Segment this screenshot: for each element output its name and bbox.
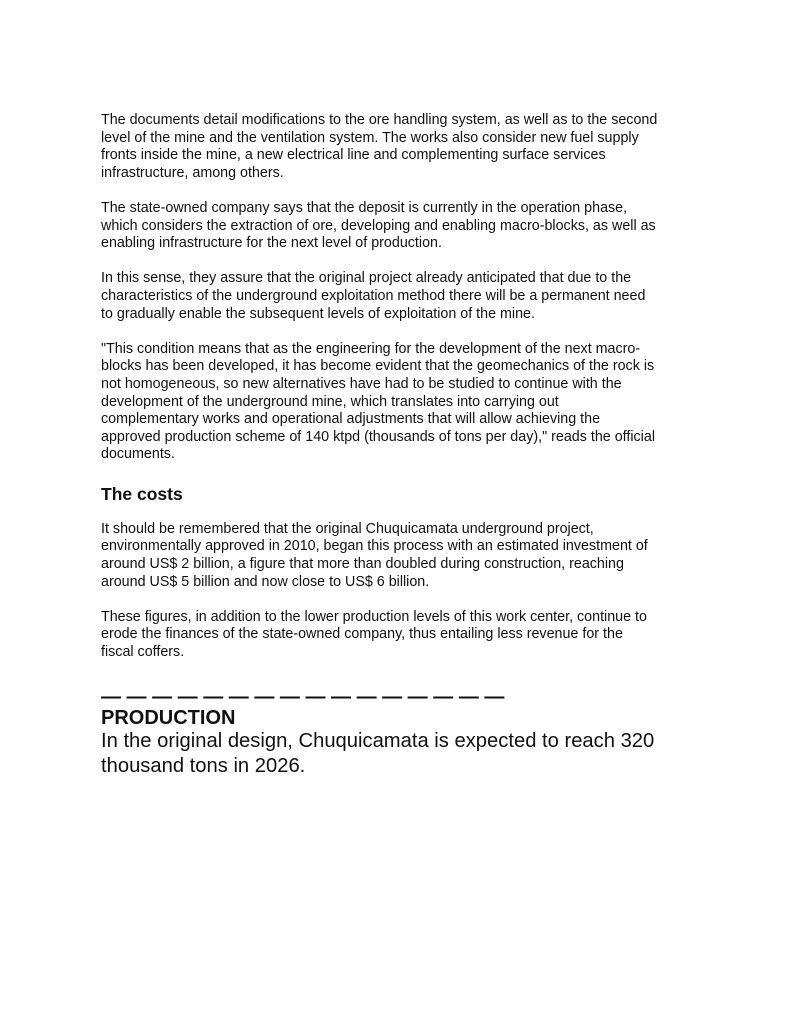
paragraph-ore-handling: The documents detail modifications to the ore handling system, as well as to the second level of the mine and the ventilation system. The works also consider new fuel supply fronts inside the mine, a new electrical line and complementing surface services infrastructure, among others.	[101, 112, 658, 181]
costs-heading: The costs	[101, 483, 183, 504]
paragraph-original-project: In this sense, they assure that the original project already anticipated that due to the characteristics of the underground exploitation method there will be a permanent need to gradually enable the subsequent levels of exploitation of the mine.	[101, 270, 646, 322]
paragraph-condition-quote: "This condition means that as the engineering for the development of the next macro- blocks has been developed, it has become evident that the geomechanics of the rock is not homogeneous, so new alternatives have had to be studied to continue with the development of the underground mine, which translates into carrying out complementary works and operational adjustments that will allow achieving the approved production scheme of 140 ktpd (thousands of tons per day)," reads the official documents.	[101, 340, 655, 463]
document-page	[101, 112, 701, 779]
paragraph-investment: It should be remembered that the original Chuquicamata underground project, environmentally approved in 2010, began this process with an estimated investment of around US$ 2 billion, a figure that more than doubled during construction, reaching around US$ 5 billion and now close to US$ 6 billion.	[101, 520, 648, 590]
paragraph-finances: These figures, in addition to the lower production levels of this work center, continue to erode the finances of the state-owned company, thus entailing less revenue for the fiscal coffers.	[101, 608, 647, 661]
production-heading: PRODUCTION	[101, 706, 236, 729]
dashed-divider: — — — — — — — — — — — — — — — —	[101, 685, 505, 708]
production-text: In the original design, Chuquicamata is expected to reach 320 thousand tons in 2026.	[101, 729, 655, 777]
paragraph-operation-phase: The state-owned company says that the deposit is currently in the operation phase, which considers the extraction of ore, developing and enabling macro-blocks, as well as enabling infrastructure for the next level of production.	[101, 199, 656, 252]
